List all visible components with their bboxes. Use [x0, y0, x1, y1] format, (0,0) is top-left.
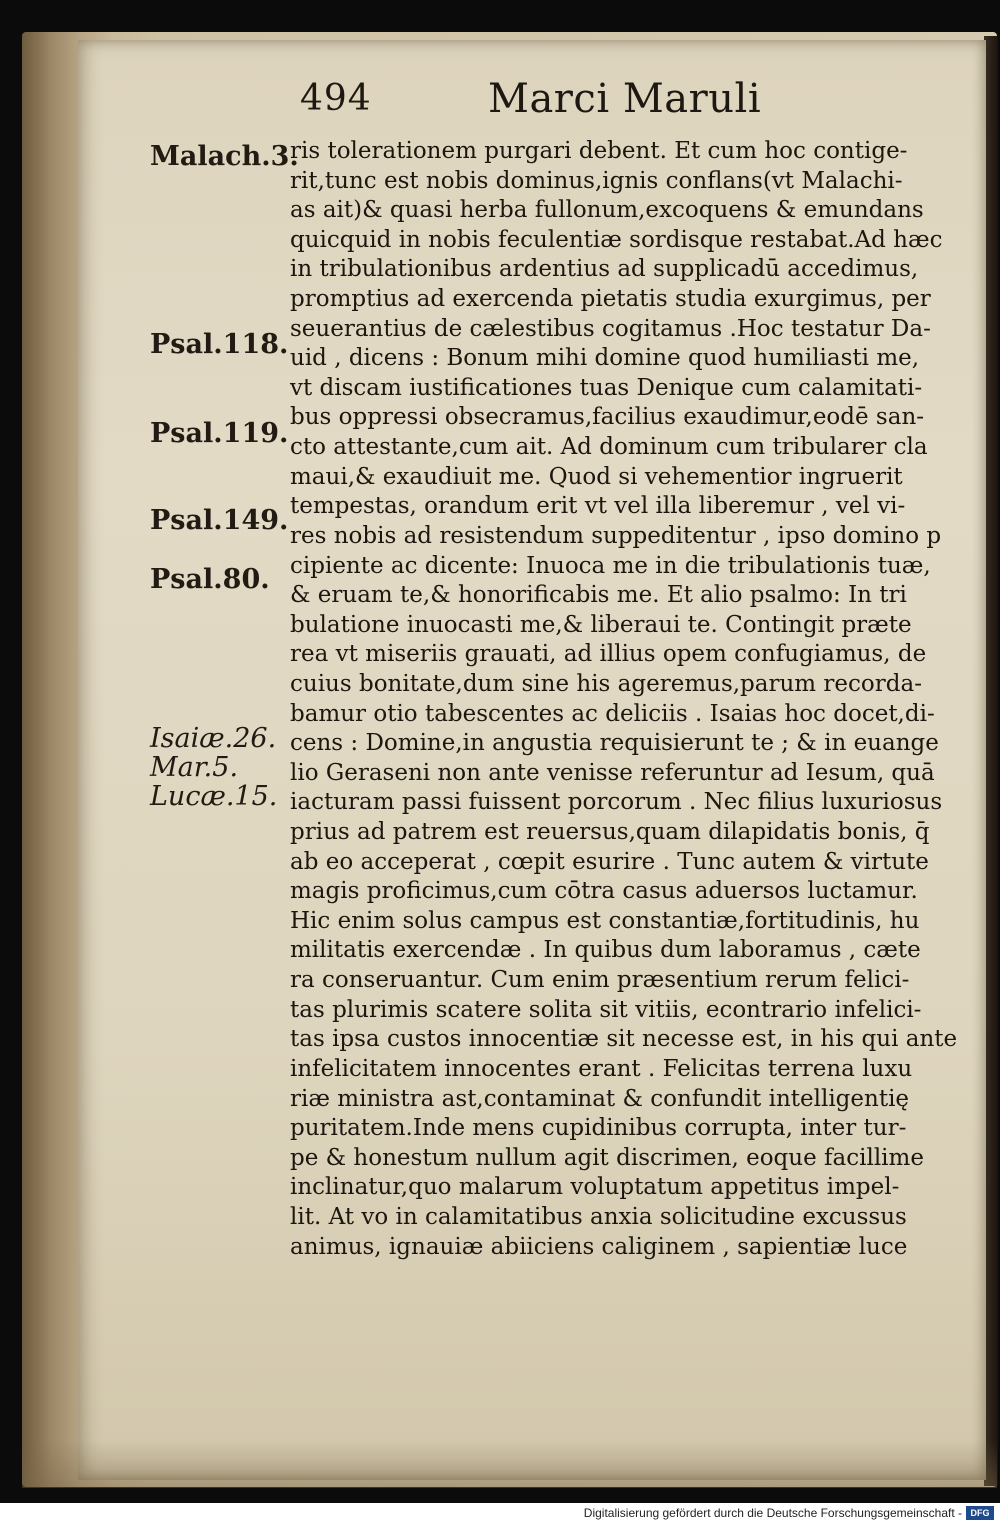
margin-note-psalm-119: Psal.119. [150, 418, 289, 449]
text-line: maui,& exaudiuit me. Quod si vehementior ingruerit [290, 463, 903, 490]
text-line: in tribulationibus ardentius ad supplicadū accedimus, [290, 256, 919, 283]
text-line: ris tolerationem purgari debent. Et cum hoc contige- [290, 138, 908, 164]
text-line: & eruam te,& honorificabis me. Et alio psalmo: In tri [290, 582, 907, 609]
margin-note-psalm-80: Psal.80. [150, 564, 270, 595]
text-line: tempestas, orandum erit vt vel illa liberemur , vel vi- [290, 493, 906, 520]
book-right-edge [984, 36, 998, 1486]
text-line: magis proficimus,cum cōtra casus aduersos luctamur. [290, 878, 918, 905]
text-line: ab eo acceperat , cœpit esurire . Tunc autem & virtute [290, 848, 929, 875]
text-line: res nobis ad resistendum suppeditentur , ipso domino p [290, 522, 942, 549]
text-line: inclinatur,quo malarum voluptatum appetitus impel- [290, 1174, 900, 1201]
text-line: prius ad patrem est reuersus,quam dilapidatis bonis, q̄ [290, 819, 930, 846]
text-line: bus oppressi obsecramus,facilius exaudimur,eodē san- [290, 404, 925, 431]
margin-notes [150, 0, 299, 1300]
text-line: riæ ministra ast,contaminat & confundit intelligentię [290, 1085, 910, 1112]
text-line: cto attestante,cum ait. Ad dominum cum tribularer cla [290, 434, 928, 461]
text-line: puritatem.Inde mens cupidinibus corrupta, inter tur- [290, 1115, 907, 1142]
margin-note-psalm-118: Psal.118. [150, 329, 289, 360]
margin-note-isaiah-26: Isaiæ.26. [150, 723, 277, 754]
page-title: Marci Maruli [488, 76, 762, 122]
text-line: Hic enim solus campus est constantiæ,fortitudinis, hu [290, 907, 920, 934]
text-line: ra conseruantur. Cum enim præsentium rerum felici- [290, 967, 910, 994]
page-number: 494 [300, 78, 372, 119]
margin-note-malachi: Malach.3. [150, 141, 299, 172]
text-line: bulatione inuocasti me,& liberaui te. Contingit præte [290, 611, 912, 638]
text-line: militatis exercendæ . In quibus dum laboramus , cæte [290, 937, 921, 964]
text-line: tas plurimis scatere solita sit vitiis, econtrario infelici- [290, 996, 922, 1023]
text-line: lit. At vo in calamitatibus anxia solicitudine excussus [290, 1203, 907, 1230]
text-line: vt discam iustificationes tuas Denique cum calamitati- [290, 374, 923, 401]
footer-bar [0, 1503, 1000, 1524]
text-line: as ait)& quasi herba fullonum,excoquens & emundans [290, 197, 924, 224]
text-line: quicquid in nobis feculentiæ sordisque restabat.Ad hæc [290, 226, 943, 253]
text-line: infelicitatem innocentes erant . Felicitas terrena luxu [290, 1055, 913, 1082]
text-line: seuerantius de cælestibus cogitamus .Hoc testatur Da- [290, 315, 931, 342]
footer-credit: Digitalisierung gefördert durch die Deutsche Forschungsgemeinschaft - [583, 1506, 962, 1520]
text-line: cipiente ac dicente: Inuoca me in die tribulationis tuæ, [290, 552, 931, 579]
text-line: tas ipsa custos innocentiæ sit necesse est, in his qui ante [290, 1026, 958, 1053]
text-line: lio Geraseni non ante venisse referuntur ad Iesum, quā [290, 759, 935, 786]
margin-note-luke-15: Lucæ.15. [150, 781, 278, 812]
text-line: cens : Domine,in angustia requisierunt te ; & in euange [290, 730, 939, 757]
margin-note-mark-5: Mar.5. [150, 752, 239, 783]
text-line: rit,tunc est nobis dominus,ignis conflans(vt Malachi- [290, 167, 903, 194]
text-line: uid , dicens : Bonum mihi domine quod humiliasti me, [290, 345, 920, 372]
page-bottom-stain [22, 1440, 997, 1488]
dfg-logo-icon: DFG [966, 1506, 994, 1520]
text-line: animus, ignauiæ abiiciens caliginem , sapientiæ luce [290, 1233, 908, 1260]
margin-note-psalm-149: Psal.149. [150, 505, 289, 536]
text-line: promptius ad exercenda pietatis studia exurgimus, per [290, 286, 931, 313]
text-line: rea vt miseriis grauati, ad illius opem confugiamus, de [290, 641, 927, 668]
text-line: pe & honestum nullum agit discrimen, eoque facillime [290, 1144, 924, 1171]
running-head [300, 78, 950, 128]
text-line: iacturam passi fuissent porcorum . Nec filius luxuriosus [290, 789, 943, 816]
body-text [290, 137, 958, 1262]
text-line: cuius bonitate,dum sine his ageremus,parum recorda- [290, 670, 922, 697]
text-line: bamur otio tabescentes ac deliciis . Isaias hoc docet,di- [290, 700, 935, 727]
